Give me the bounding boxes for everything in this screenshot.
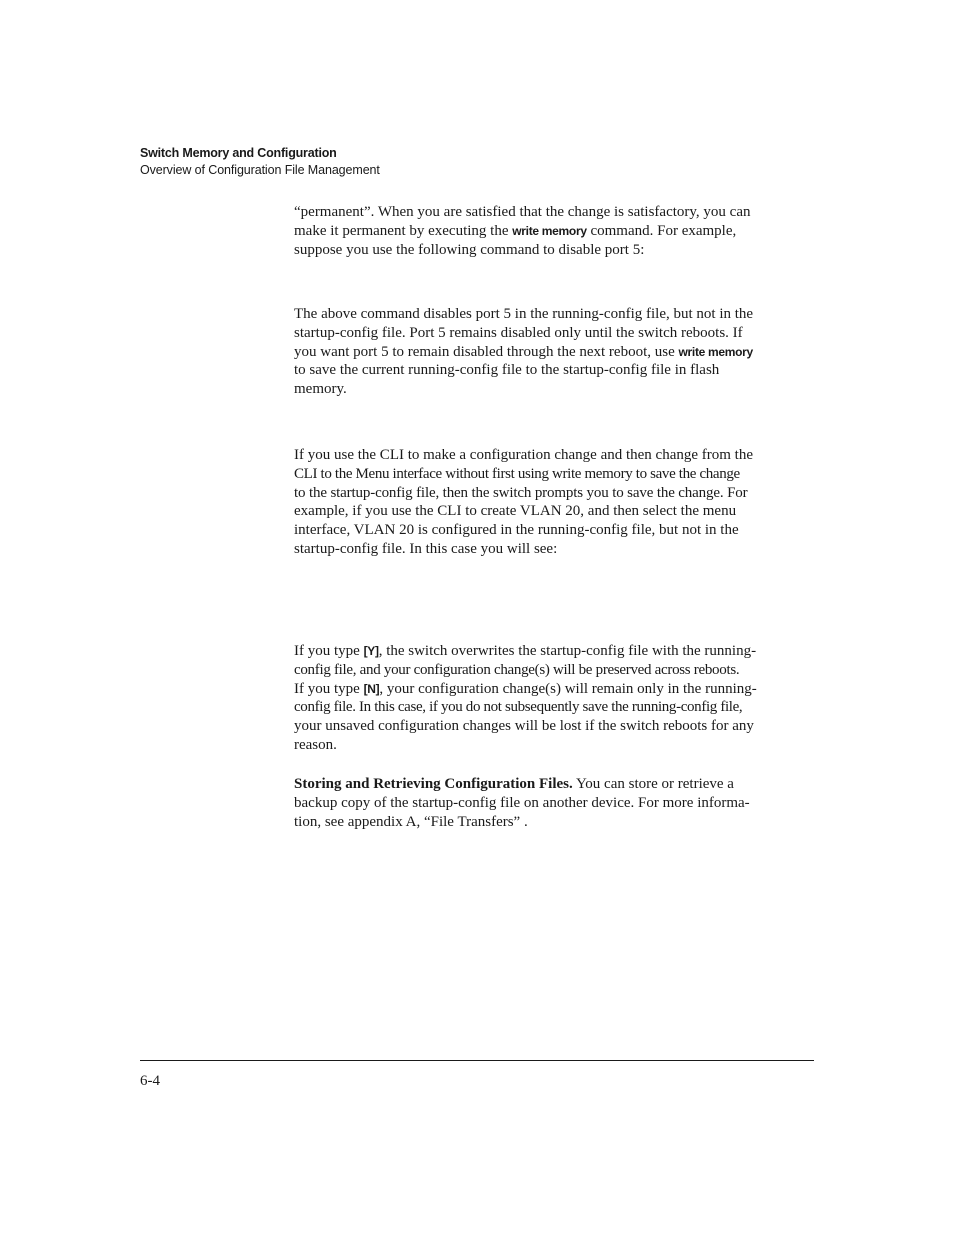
text-line: CLI to the Menu interface without first using write memory to save the change bbox=[294, 465, 740, 482]
paragraph-disable-port bbox=[294, 305, 814, 399]
key-y: [Y] bbox=[363, 644, 379, 658]
text-line: your unsaved configuration changes will be lost if the switch reboots for any bbox=[294, 718, 754, 735]
text-line: If you use the CLI to make a configuration change and then change from the bbox=[294, 447, 754, 463]
command-write-memory: write memory bbox=[678, 344, 753, 359]
text-line: startup-config file. Port 5 remains disabled only until the switch reboots. If bbox=[294, 324, 743, 341]
text-line: interface, VLAN 20 is configured in the running-config file, but not in the bbox=[294, 522, 739, 539]
text-line: to save the current running-config file to the startup-config file in flash bbox=[294, 362, 720, 379]
text-line bbox=[294, 222, 814, 241]
text-line bbox=[294, 642, 814, 661]
text-run: command. For example, bbox=[586, 222, 737, 239]
text-run: , your configuration change(s) will remain only in the running- bbox=[379, 680, 757, 697]
text-line: startup-config file. In this case you will see: bbox=[294, 540, 558, 557]
running-header-chapter: Switch Memory and Configuration bbox=[140, 146, 337, 160]
text-line bbox=[294, 343, 814, 362]
paragraph-permanent bbox=[294, 203, 814, 259]
text-run: You can store or retrieve a bbox=[572, 776, 734, 792]
text-line: suppose you use the following command to disable port 5: bbox=[294, 241, 645, 258]
footer-rule bbox=[140, 1060, 814, 1061]
text-line: memory. bbox=[294, 381, 347, 398]
text-run: If you type bbox=[294, 643, 364, 659]
paragraph-cli-menu bbox=[294, 446, 814, 559]
text-run: make it permanent by executing the bbox=[294, 222, 513, 239]
run-in-heading: Storing and Retrieving Configuration Files. bbox=[294, 776, 573, 792]
paragraph-type-y-n bbox=[294, 642, 814, 755]
text-line: config file. In this case, if you do not subsequently save the running-config file, bbox=[294, 699, 743, 716]
page-number: 6-4 bbox=[140, 1073, 160, 1089]
command-write-memory: write memory bbox=[512, 223, 587, 238]
running-header-section: Overview of Configuration File Management bbox=[140, 163, 380, 177]
text-line: tion, see appendix A, “File Transfers” . bbox=[294, 813, 528, 830]
key-n: [N] bbox=[363, 681, 380, 696]
text-line bbox=[294, 775, 814, 794]
text-line bbox=[294, 680, 814, 699]
text-line: The above command disables port 5 in the running-config file, but not in the bbox=[294, 306, 754, 322]
text-line: config file, and your configuration change(s) will be preserved across reboots. bbox=[294, 661, 740, 678]
text-line: “permanent”. When you are satisfied that the change is satisfactory, you can bbox=[294, 204, 751, 220]
text-line: backup copy of the startup-config file on another device. For more informa- bbox=[294, 794, 750, 811]
paragraph-storing-retrieving bbox=[294, 775, 814, 831]
text-run: If you type bbox=[294, 680, 364, 697]
text-line: reason. bbox=[294, 736, 337, 753]
text-line: example, if you use the CLI to create VLAN 20, and then select the menu bbox=[294, 503, 737, 520]
text-run: you want port 5 to remain disabled through the next reboot, use bbox=[294, 343, 679, 360]
text-line: to the startup-config file, then the switch prompts you to save the change. For bbox=[294, 484, 748, 501]
text-run: , the switch overwrites the startup-config file with the running- bbox=[378, 643, 757, 659]
